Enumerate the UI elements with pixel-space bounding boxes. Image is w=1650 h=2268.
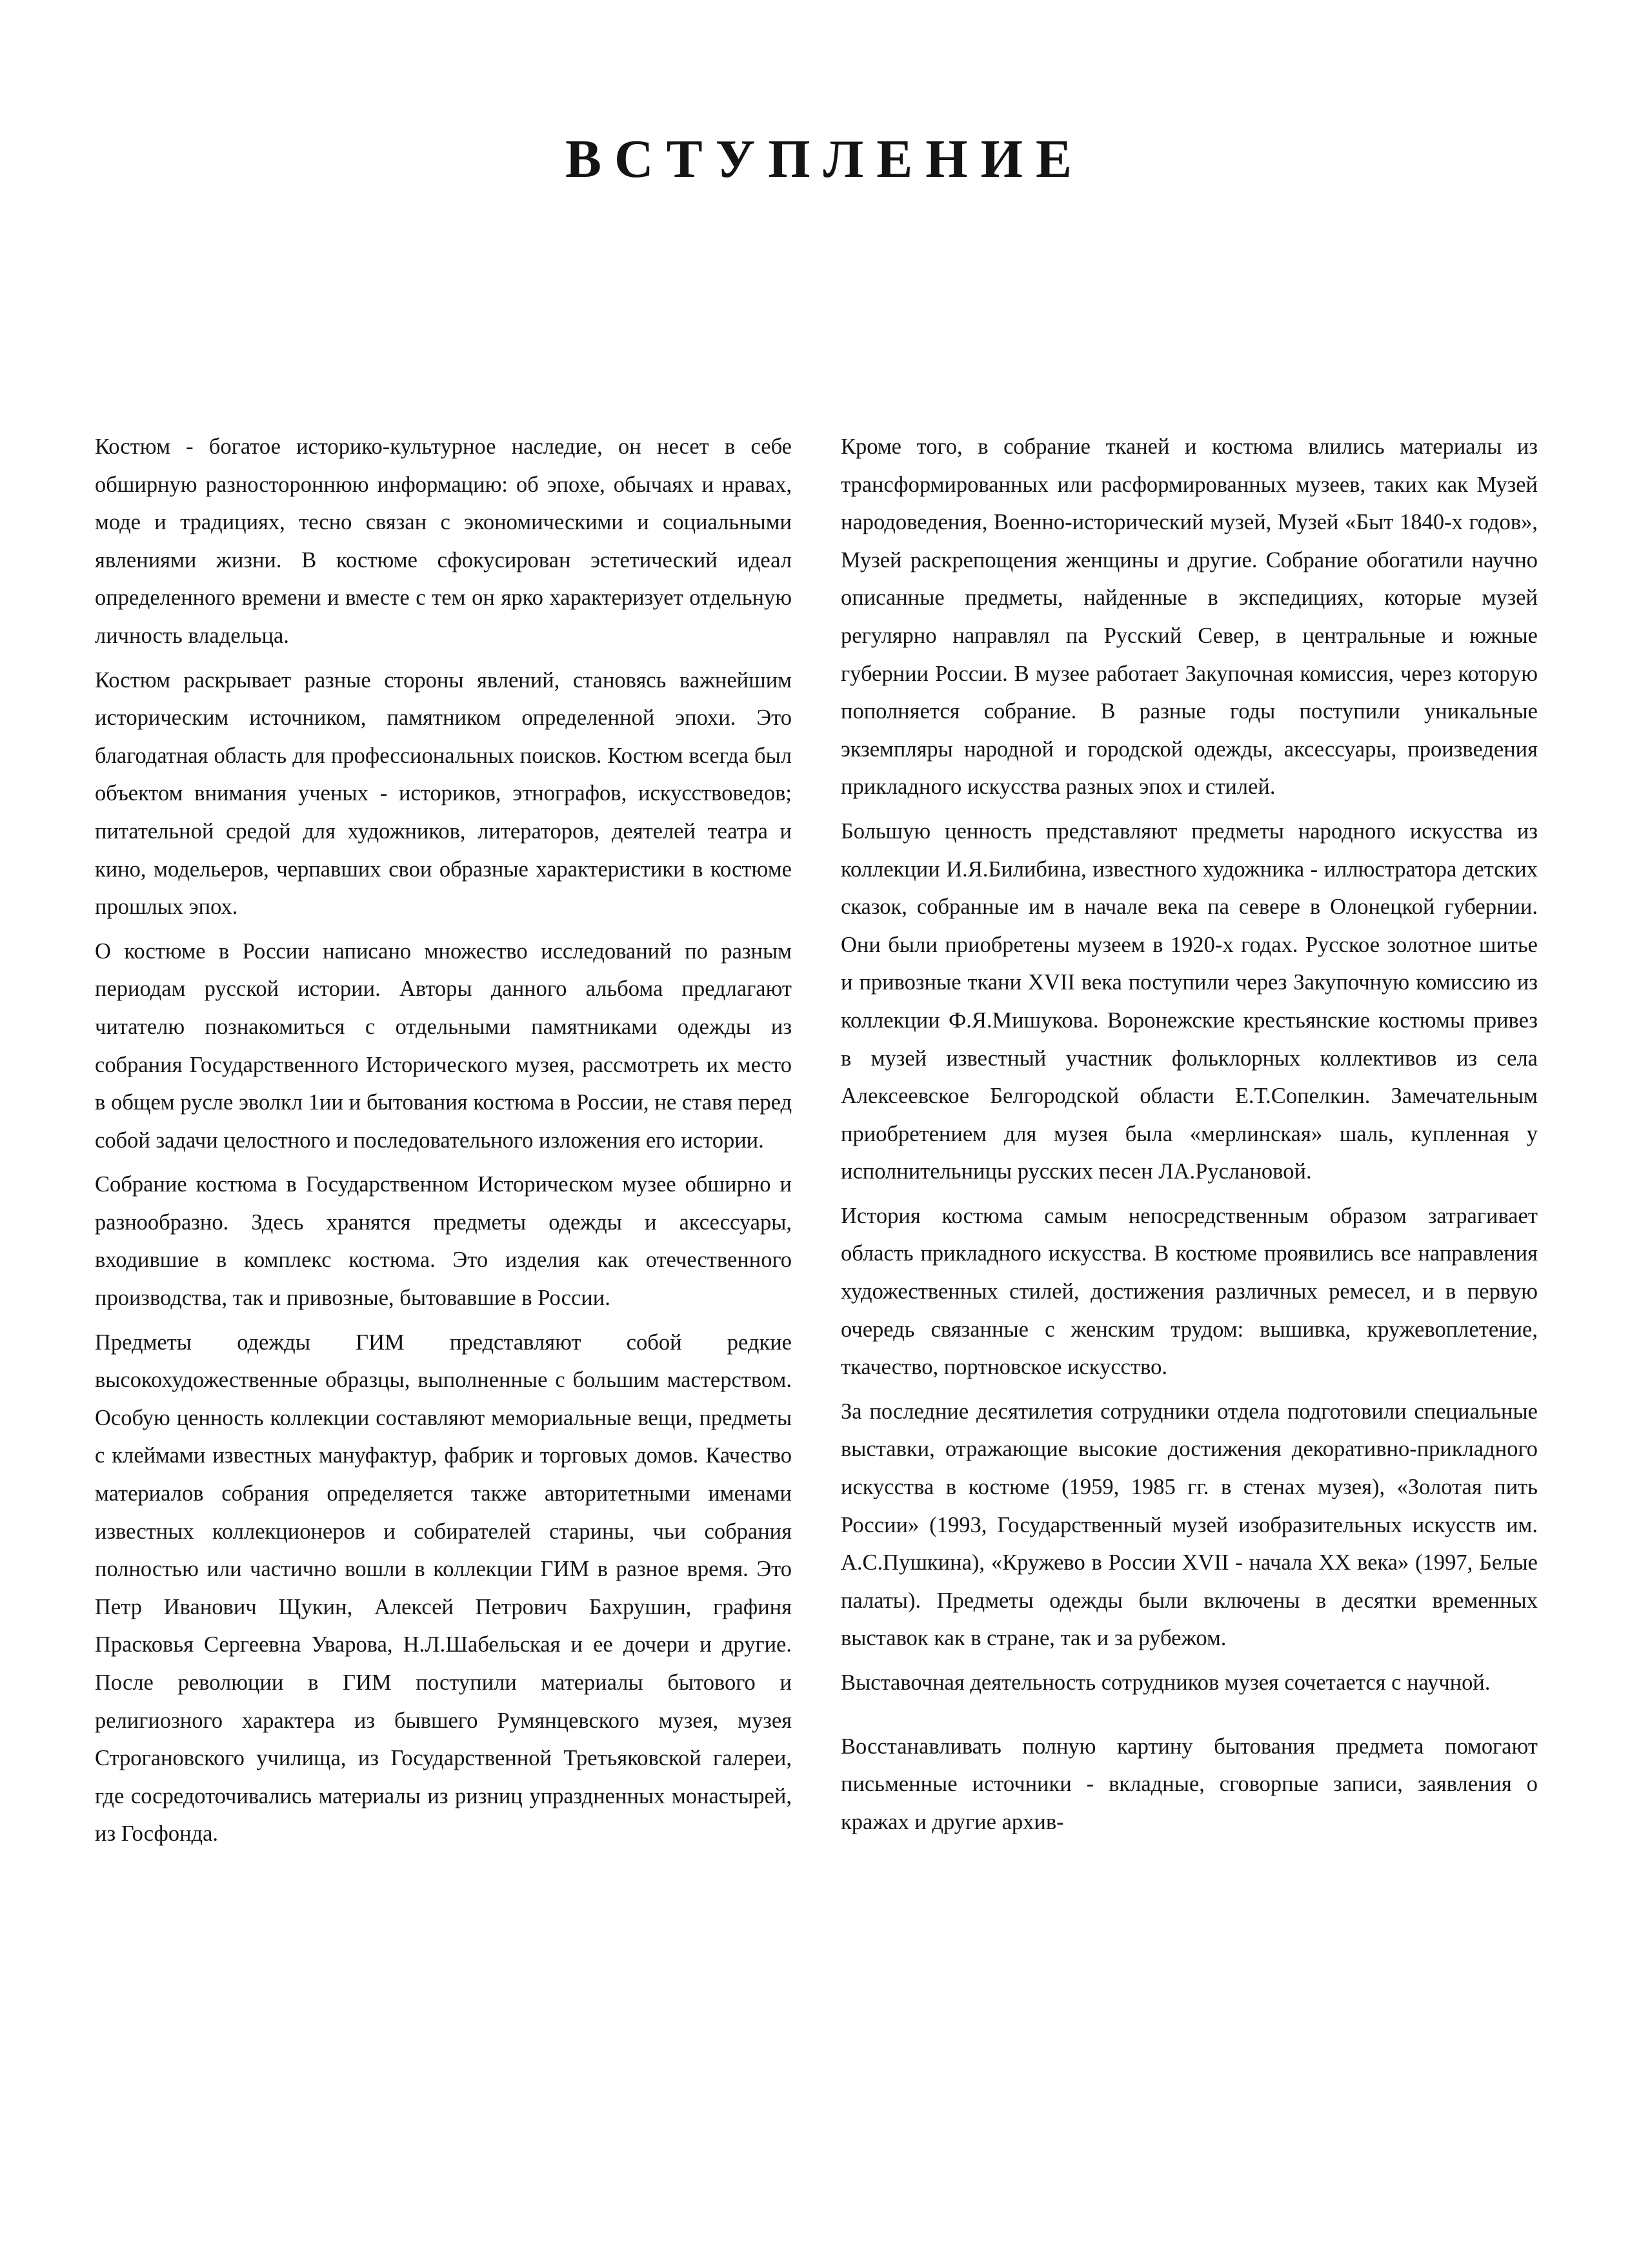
paragraph: История костюма самым непосредственным образом затрагивает область прикладного искусства. В костюме проявились все направления художественных стилей, достижения различных ремесел, и в первую очередь связанные с женским трудом: вышивка, кружевоплетение, ткачество, портновское искусство.: [841, 1203, 1538, 1380]
right-column: [841, 428, 1538, 1847]
paragraph: Костюм - богатое историко-культурное наследие, он несет в себе обширную разностороннюю информацию: об эпохе, обычаях и нравах, моде и традициях, тесно связан с экономическими и социальными явлениями жизни. В костюме сфокусирован эстетический идеал определенного времени и вместе с тем он ярко характеризует отдельную личность владельца.: [95, 434, 792, 648]
paragraph: Предметы одежды ГИМ представляют собой редкие высокохудожественные образцы, выполненные с большим мастерством. Особую ценность коллекции составляют мемориальные вещи, предметы с клеймами известных мануфактур, фабрик и торговых домов. Качество материалов собрания определяется также авторитетными именами известных коллекционеров и собирателей старины, чьи собрания полностью или частично вошли в коллекции ГИМ в разное время. Это Петр Иванович Щукин, Алексей Петрович Бахрушин, графиня Прасковья Сергеевна Уварова, Н.Л.Шабельская и ее дочери и другие. После революции в ГИМ поступили материалы бытового и религиозного характера из бывшего Румянцевского музея, музея Строгановского училища, из Государственной Третьяковской галереи, где сосредоточивались материалы из ризниц упраздненных монастырей, из Госфонда.: [95, 1330, 792, 1847]
paragraph: За последние десятилетия сотрудники отдела подготовили специальные выставки, отражающие высокие достижения декоративно-прикладного искусства в костюме (1959, 1985 гг. в стенах музея), «Золотая пить России» (1993, Государственный музей изобразительных искусств им. А.С.Пушкина), «Кружево в России XVII - начала XX века» (1997, Белые палаты). Предметы одежды были включены в десятки временных выставок как в стране, так и за рубежом.: [841, 1399, 1538, 1651]
paragraph: Костюм раскрывает разные стороны явлений, становясь важнейшим историческим источником, памятником определенной эпохи. Это благодатная область для профессиональных поисков. Костюм всегда был объектом внимания ученых - историков, этнографов, искусствоведов; питательной средой для художников, литераторов, деятелей театра и кино, модельеров, черпавших свои образные характеристики в костюме прошлых эпох.: [95, 667, 792, 920]
paragraph: Собрание костюма в Государственном Историческом музее обширно и разнообразно. Здесь хранятся предметы одежды и аксессуары, входившие в комплекс костюма. Это изделия как отечественного производства, так и привозные, бытовавшие в России.: [95, 1172, 792, 1311]
paragraph: Кроме того, в собрание тканей и костюма влились материалы из трансформированных или расформированных музеев, таких как Музей народоведения, Военно-исторический музей, Музей «Быт 1840-х годов», Музей раскрепощения женщины и другие. Собрание обогатили научно описанные предметы, найденные в экспедициях, которые музей регулярно направлял па Русский Север, в центральные и южные губернии России. В музее работает Закупочная комиссия, через которую пополняется собрание. В разные годы поступили уникальные экземпляры народной и городской одежды, аксессуары, произведения прикладного искусства разных эпох и стилей.: [841, 434, 1538, 800]
paragraph: О костюме в России написано множество исследований по разным периодам русской истории. Авторы данного альбома предлагают читателю познакомиться с отдельными памятниками одежды из собрания Государственного Исторического музея, рассмотреть их место в общем русле эволкл 1ии и бытования костюма в России, не ставя перед собой задачи целостного и последовательного изложения его истории.: [95, 938, 792, 1153]
left-column: [95, 428, 792, 1859]
paragraph: Выставочная деятельность сотрудников музея сочетается с научной.: [841, 1670, 1491, 1695]
paragraph: Восстанавливать полную картину бытования предмета помогают письменные источники - вкладные, сговорпые записи, заявления о кражах и другие архив-: [841, 1734, 1538, 1834]
page-title: ВСТУПЛЕНИЕ: [565, 129, 1085, 189]
paragraph: Большую ценность представляют предметы народного искусства из коллекции И.Я.Билибина, известного художника - иллюстратора детских сказок, собранные им в начале века па севере в Олонецкой губернии. Они были приобретены музеем в 1920-х годах. Русское золотное шитье и привозные ткани XVII века поступили через Закупочную комиссию из коллекции Ф.Я.Мишукова. Воронежские крестьянские костюмы привез в музей известный участник фольклорных коллективов из села Алексеевское Белгородской области Е.Т.Сопелкин. Замечательным приобретением для музея была «мерлинская» шаль, купленная у исполнительницы русских песен ЛА.Руслановой.: [841, 818, 1538, 1184]
